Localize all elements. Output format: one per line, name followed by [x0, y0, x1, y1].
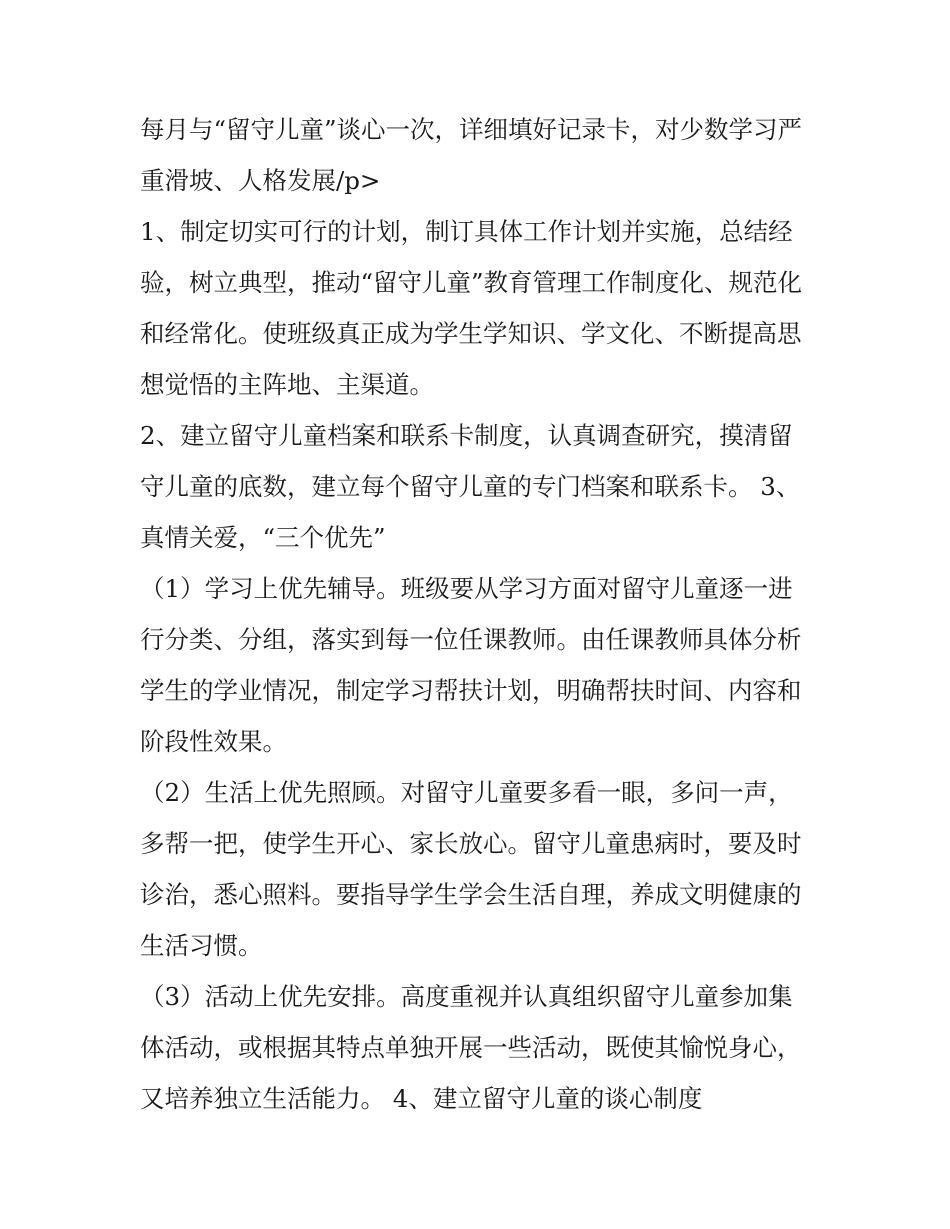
text-line: 1、制定切实可行的计划，制订具体工作计划并实施，总结经 — [140, 217, 793, 246]
document-body — [140, 104, 830, 1124]
text-line: 多帮一把，使学生开心、家长放心。留守儿童患病时，要及时 — [140, 829, 802, 858]
text-line: 守儿童的底数，建立每个留守儿童的专门档案和联系卡。 3、 — [140, 472, 801, 501]
text-line: 生活习惯。 — [140, 931, 263, 960]
text-line: （3）活动上优先安排。高度重视并认真组织留守儿童参加集 — [140, 982, 793, 1011]
text-line: （1）学习上优先辅导。班级要从学习方面对留守儿童逐一进 — [140, 574, 793, 603]
text-line: 行分类、分组，落实到每一位任课教师。由任课教师具体分析 — [140, 625, 802, 654]
text-line: 重滑坡、人格发展/p> — [140, 166, 381, 195]
text-line: 真情关爱，“三个优先” — [140, 523, 386, 552]
text-line: 学生的学业情况，制定学习帮扶计划，明确帮扶时间、内容和 — [140, 676, 802, 705]
text-line: 和经常化。使班级真正成为学生学知识、学文化、不断提高思 — [140, 319, 802, 348]
text-line: 又培养独立生活能力。 4、建立留守儿童的谈心制度 — [140, 1084, 703, 1113]
text-line: 想觉悟的主阵地、主渠道。 — [140, 370, 434, 399]
text-line: 验，树立典型，推动“留守儿童”教育管理工作制度化、规范化 — [140, 268, 803, 297]
text-line: 诊治，悉心照料。要指导学生学会生活自理，养成文明健康的 — [140, 880, 802, 909]
text-line: （2）生活上优先照顾。对留守儿童要多看一眼，多问一声， — [140, 778, 793, 807]
text-line: 体活动，或根据其特点单独开展一些活动，既使其愉悦身心， — [140, 1033, 802, 1062]
text-line: 2、建立留守儿童档案和联系卡制度，认真调查研究，摸清留 — [140, 421, 793, 450]
text-line: 每月与“留守儿童”谈心一次，详细填好记录卡，对少数学习严 — [140, 115, 803, 144]
text-line: 阶段性效果。 — [140, 727, 287, 756]
